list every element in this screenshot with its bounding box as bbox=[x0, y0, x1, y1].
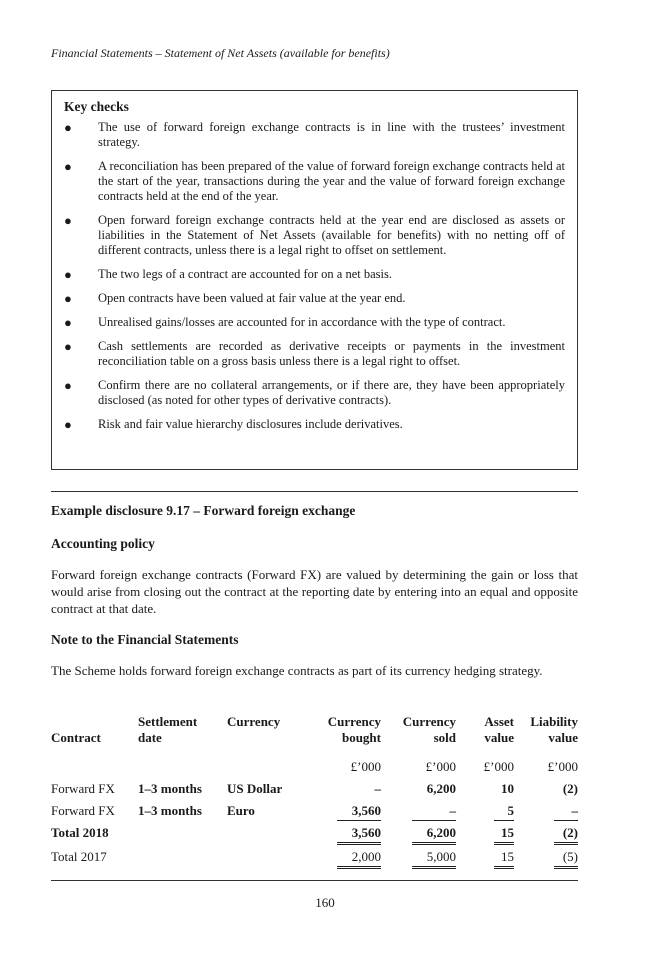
policy-text: Forward foreign exchange contracts (Forward FX) are valued by determining the gain or loss that would arise from closing out the contract at the reporting date by entering into an equal and opposite contract at that date. bbox=[51, 567, 578, 616]
key-check-item bbox=[64, 159, 565, 204]
key-checks-box bbox=[51, 90, 578, 470]
key-check-item bbox=[64, 378, 565, 408]
total-2017-bought: 2,000 bbox=[337, 849, 381, 869]
key-check-text: The two legs of a contract are accounted for on a net basis. bbox=[98, 267, 392, 281]
key-check-item bbox=[64, 339, 565, 369]
key-check-text: Open forward foreign exchange contracts held at the year end are disclosed as assets or liabilities in the Statement of Net Assets (available for benefits) with no netting off of different contracts, unless there is a legal right to offset on settlement. bbox=[98, 213, 565, 257]
bullet-icon: ● bbox=[64, 378, 72, 393]
bullet-icon: ● bbox=[64, 291, 72, 306]
key-check-item bbox=[64, 417, 565, 432]
key-checks-list bbox=[64, 120, 565, 432]
key-check-text: Confirm there are no collateral arrangements, or if there are, they have been appropriately disclosed (as noted for other types of derivative contracts). bbox=[98, 378, 565, 407]
row2-settlement: 1–3 months bbox=[138, 803, 202, 818]
note-heading: Note to the Financial Statements bbox=[51, 632, 239, 647]
row1-asset: 10 bbox=[501, 781, 514, 796]
bullet-icon: ● bbox=[64, 339, 72, 354]
row1-bought: – bbox=[374, 781, 381, 796]
col-header-bought-2: bought bbox=[341, 730, 381, 745]
total-2017-asset: 15 bbox=[494, 849, 514, 869]
bullet-icon: ● bbox=[64, 120, 72, 135]
unit-sold: £’000 bbox=[425, 759, 456, 774]
key-check-text: Cash settlements are recorded as derivative receipts or payments in the investment reconciliation table on a gross basis unless there is a legal right to offset. bbox=[98, 339, 565, 368]
total-2018-liability: (2) bbox=[554, 825, 578, 845]
key-checks-title: Key checks bbox=[64, 99, 129, 114]
row2-currency: Euro bbox=[227, 803, 255, 818]
key-check-text: Risk and fair value hierarchy disclosures include derivatives. bbox=[98, 417, 403, 431]
page-number: 160 bbox=[315, 895, 335, 910]
row1-currency: US Dollar bbox=[227, 781, 283, 796]
bullet-icon: ● bbox=[64, 213, 72, 228]
key-check-item bbox=[64, 267, 565, 282]
key-check-text: Unrealised gains/losses are accounted for in accordance with the type of contract. bbox=[98, 315, 506, 329]
col-header-settlement-date: date bbox=[138, 730, 162, 745]
unit-asset: £’000 bbox=[483, 759, 514, 774]
row2-sold: – bbox=[412, 803, 456, 821]
col-header-asset-2: value bbox=[484, 730, 514, 745]
unit-bought: £’000 bbox=[350, 759, 381, 774]
key-check-item bbox=[64, 120, 565, 150]
bullet-icon: ● bbox=[64, 267, 72, 282]
col-header-asset: Asset bbox=[484, 714, 514, 729]
key-check-text: A reconciliation has been prepared of the value of forward foreign exchange contracts held at the start of the year, transactions during the year and the value of forward foreign exchange contracts held at the end of the year. bbox=[98, 159, 565, 203]
col-header-sold: Currency bbox=[402, 714, 456, 729]
col-header-liability: Liability bbox=[530, 714, 578, 729]
note-text: The Scheme holds forward foreign exchange contracts as part of its currency hedging strategy. bbox=[51, 663, 543, 678]
policy-heading: Accounting policy bbox=[51, 536, 155, 551]
col-header-settlement: Settlement bbox=[138, 714, 198, 729]
col-header-currency: Currency bbox=[227, 714, 281, 729]
total-2017-sold: 5,000 bbox=[412, 849, 456, 869]
total-2017-label: Total 2017 bbox=[51, 849, 107, 864]
total-2018-asset: 15 bbox=[494, 825, 514, 845]
unit-liability: £’000 bbox=[547, 759, 578, 774]
col-header-bought: Currency bbox=[327, 714, 381, 729]
col-header-liability-2: value bbox=[548, 730, 578, 745]
row1-settlement: 1–3 months bbox=[138, 781, 202, 796]
section-divider-bottom bbox=[51, 880, 578, 881]
key-check-item bbox=[64, 291, 565, 306]
total-2018-sold: 6,200 bbox=[412, 825, 456, 845]
total-2017-liability: (5) bbox=[554, 849, 578, 869]
total-2018-label: Total 2018 bbox=[51, 825, 109, 840]
col-header-contract: Contract bbox=[51, 730, 101, 745]
row2-bought: 3,560 bbox=[337, 803, 381, 821]
example-title: Example disclosure 9.17 – Forward foreign exchange bbox=[51, 503, 356, 518]
row2-liability: – bbox=[554, 803, 578, 821]
key-check-text: Open contracts have been valued at fair value at the year end. bbox=[98, 291, 406, 305]
running-header: Financial Statements – Statement of Net Assets (available for benefits) bbox=[51, 46, 390, 60]
bullet-icon: ● bbox=[64, 315, 72, 330]
bullet-icon: ● bbox=[64, 159, 72, 174]
row2-asset: 5 bbox=[494, 803, 514, 821]
row2-contract: Forward FX bbox=[51, 803, 115, 818]
key-check-item bbox=[64, 213, 565, 258]
key-check-item bbox=[64, 315, 565, 330]
row1-sold: 6,200 bbox=[426, 781, 456, 796]
col-header-sold-2: sold bbox=[433, 730, 456, 745]
section-divider bbox=[51, 491, 578, 492]
row1-liability: (2) bbox=[562, 781, 578, 796]
total-2018-bought: 3,560 bbox=[337, 825, 381, 845]
key-check-text: The use of forward foreign exchange contracts is in line with the trustees’ investment strategy. bbox=[98, 120, 565, 149]
bullet-icon: ● bbox=[64, 417, 72, 432]
row1-contract: Forward FX bbox=[51, 781, 115, 796]
